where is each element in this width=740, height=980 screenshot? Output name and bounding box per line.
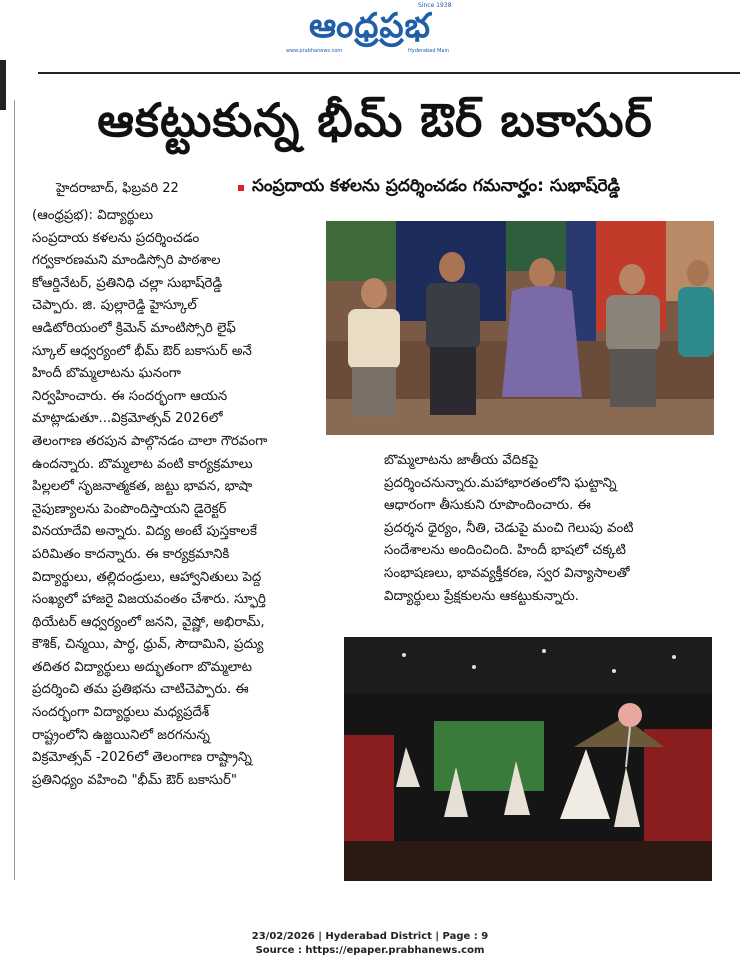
body-line: ప్రదర్శన ధైర్యం, నీతి, చెడుపై మంచి గెలుపు వంటి — [384, 520, 634, 536]
body-line: థియేటర్ ఆధ్వర్యంలో జనని, వైష్ణో, అభిరామ్, — [32, 614, 265, 630]
photo-dignitaries-graphic — [326, 221, 714, 435]
body-line: సందర్భంగా విద్యార్థులు మధ్యప్రదేశ్ — [32, 705, 210, 721]
photo-puppet-show[interactable] — [344, 637, 712, 881]
bullet-icon — [238, 185, 244, 191]
logo-url: www.prabhanews.com — [286, 48, 343, 54]
body-line: నిర్వహించారు. ఈ సందర్భంగా ఆయన — [32, 388, 228, 404]
masthead — [0, 0, 740, 66]
body-line: ఆడిటోరియంలో క్రిమెన్ మాంటిస్సోరి లైఫ్ — [32, 320, 236, 336]
body-line: మాట్లాడుతూ...విక్రమోత్సవ్ 2026లో — [32, 411, 223, 427]
body-line: ప్రదర్శించి తమ ప్రతిభను చాటిచెప్పారు. ఈ — [32, 682, 249, 698]
body-line: తదితర విద్యార్థులు అద్భుతంగా బొమ్మలాట — [32, 659, 252, 675]
body-line: సంభాషణలు, భావవ్యక్తీకరణ, స్వర విన్యాసాలతో — [384, 565, 630, 581]
body-line: సంప్రదాయ కళలను ప్రదర్శించడం — [32, 230, 200, 246]
photo-puppet-show-graphic — [344, 637, 712, 881]
footer-source[interactable]: Source : https://epaper.prabhanews.com — [255, 945, 485, 956]
page-footer — [0, 930, 740, 958]
top-rule — [38, 72, 740, 74]
body-line: తెలంగాణ తరపున పాల్గొనడం చాలా గౌరవంగా — [32, 433, 268, 449]
body-line: ఆధారంగా తీసుకుని రూపొందించారు. ఈ — [384, 498, 591, 514]
body-line: విద్యార్థులు, తల్లిదండ్రులు, ఆహ్వానితులు పెద్ద — [32, 569, 262, 585]
body-line: పిల్లలలో సృజనాత్మకత, జట్టు భావన, భాషా — [32, 479, 253, 495]
article-right-column — [384, 450, 714, 608]
article-subhead — [238, 176, 718, 200]
body-line: బొమ్మలాటను జాతీయ వేదికపై — [384, 453, 539, 468]
body-line: ఉందన్నారు. బొమ్మలాట వంటి కార్యక్రమాలు — [32, 456, 253, 472]
body-line: కోఆర్డినేటర్, ప్రతినిధి చల్లా సుభాష్‌రెడ్డి — [32, 275, 223, 291]
column-divider — [14, 100, 15, 880]
logo-since: Since 1938 — [418, 2, 452, 9]
body-line: విద్యార్థులు ప్రేక్షకులను ఆకట్టుకున్నారు. — [384, 588, 579, 604]
body-line: (ఆంధ్రప్రభ): విద్యార్థులు — [32, 208, 154, 223]
body-line: వినయాదేవి అన్నారు. విద్య అంటే పుస్తకాలకే — [32, 524, 257, 540]
body-line: ప్రదర్శించనున్నారు.మహాభారతంలోని ఘట్టాన్ని — [384, 475, 617, 491]
body-line: స్కూల్ ఆధ్వర్యంలో భీమ్ ఔర్ బకాసుర్ అనే — [32, 343, 252, 359]
body-line: హిందీ బొమ్మలాటను ఘనంగా — [32, 366, 182, 382]
article-dateline: హైదరాబాద్, ఫిబ్రవరి 22 — [56, 181, 179, 196]
body-line: గర్వకారణమని మాండిస్సోరి పాఠశాల — [32, 253, 221, 269]
subhead-text: సంప్రదాయ కళలను ప్రదర్శించడం గమనార్హం: సుభాష్‌రెడ్డి — [252, 176, 621, 196]
photo-dignitaries[interactable] — [326, 221, 714, 435]
left-page-edge — [0, 60, 6, 890]
body-line: రాష్ట్రంలోని ఉజ్జయినిలో జరగనున్న — [32, 727, 210, 743]
footer-page-info: 23/02/2026 | Hyderabad District | Page : 9 — [251, 931, 489, 942]
body-line: విక్రమోత్సవ్ -2026లో తెలంగాణ రాష్ట్రాన్ని — [32, 750, 252, 766]
body-line: కౌశిక్, చిన్మయి, పార్థ, ధ్రువ్, సౌదామిని, ప్రద్యు — [32, 637, 264, 653]
article-headline: ఆకట్టుకున్న భీమ్ ఔర్ బకాసుర్ — [97, 93, 653, 147]
body-line: ప్రతినిధ్యం వహించి "భీమ్ ఔర్ బకాసుర్" — [32, 772, 237, 788]
article-left-column — [32, 205, 324, 792]
body-line: సంఖ్యలో హాజరై విజయవంతం చేశారు. స్ఫూర్తి — [32, 592, 266, 608]
body-line: పరిమితం కాదన్నారు. ఈ కార్యక్రమానికి — [32, 546, 230, 562]
logo-edition: Hyderabad Main — [408, 48, 450, 54]
newspaper-logo[interactable]: ఆంధ్రప్రభ — [308, 6, 432, 46]
body-line: సందేశాలను అందించింది. హిందీ భాషలో చక్కటి — [384, 543, 626, 559]
body-line: చెప్పారు. జి. పుల్లారెడ్డి హైస్కూల్ — [32, 298, 197, 314]
body-line: నైపుణ్యాలను పెంపొందిస్తాయని డైరెక్టర్ — [32, 501, 227, 517]
